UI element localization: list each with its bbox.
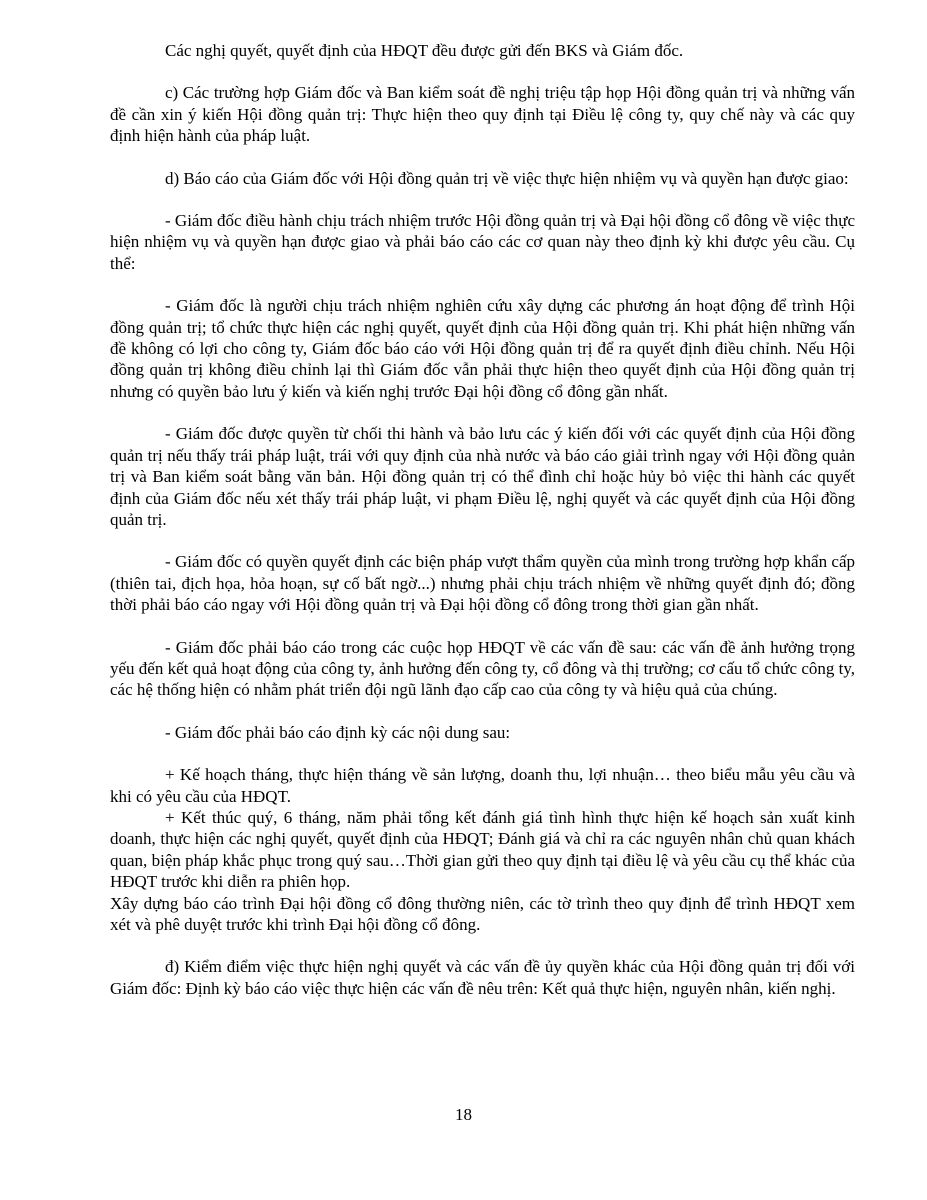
paragraph-periodic-report: - Giám đốc phải báo cáo định kỳ các nội dung sau:	[165, 722, 511, 742]
paragraph-d: d) Báo cáo của Giám đốc với Hội đồng quản trị về việc thực hiện nhiệm vụ và quyền hạn được giao:	[165, 168, 849, 188]
paragraph-director-research: - Giám đốc là người chịu trách nhiệm nghiên cứu xây dựng các phương án hoạt động để trình Hội đồng quản trị; tổ chức thực hiện các nghị quyết, quyết định của Hội đồng quản trị. Khi phát hiện những vấn đề không có lợi cho công ty, Giám đốc báo cáo với Hội đồng quản trị để ra quyết định điều chỉnh. Nếu Hội đồng quản trị không điều chỉnh lại thì Giám đốc vẫn phải thực hiện theo quyết định của Hội đồng quản trị nhưng có quyền bảo lưu ý kiến và kiến nghị trước Đại hội đồng cổ đông gần nhất.	[110, 296, 855, 401]
document-body	[110, 40, 855, 999]
list-item-quarterly-review: + Kết thúc quý, 6 tháng, năm phải tổng kết đánh giá tình hình thực hiện kế hoạch sản xuất kinh doanh, thực hiện các nghị quyết, quyết định của HĐQT; Đánh giá và chỉ ra các nguyên nhân chủ quan khách quan, biện pháp khắc phục trong quý sau…Thời gian gửi theo quy định tại điều lệ và yêu cầu cụ thể khác của HĐQT trước khi diễn ra phiên họp.	[110, 807, 855, 892]
paragraph-director-meeting-report: - Giám đốc phải báo cáo trong các cuộc họp HĐQT về các vấn đề sau: các vấn đề ảnh hưởng trọng yếu đến kết quả hoạt động của công ty, ảnh hưởng đến công ty, cổ đông và thị trường; cơ cấu tổ chức công ty, các hệ thống hiện có nhằm phát triển đội ngũ lãnh đạo cấp cao của công ty và hiệu quả của chúng.	[110, 637, 855, 700]
paragraph-director-refuse: - Giám đốc được quyền từ chối thi hành và bảo lưu các ý kiến đối với các quyết định của Hội đồng quản trị nếu thấy trái pháp luật, trái với quy định của nhà nước và báo cáo giải trình ngay với Hội đồng quản trị và Ban kiểm soát bằng văn bản. Hội đồng quản trị có thể đình chỉ hoặc hủy bỏ việc thi hành các quyết định của Giám đốc nếu xét thấy trái pháp luật, vi phạm Điều lệ, nghị quyết và các quyết định của Hội đồng quản trị.	[110, 424, 855, 529]
paragraph-c: c) Các trường hợp Giám đốc và Ban kiểm soát đề nghị triệu tập họp Hội đồng quản trị và những vấn đề cần xin ý kiến Hội đồng quản trị: Thực hiện theo quy định tại Điều lệ công ty, quy chế này và các quy định hiện hành của pháp luật.	[110, 83, 855, 146]
paragraph-director-emergency: - Giám đốc có quyền quyết định các biện pháp vượt thẩm quyền của mình trong trường hợp khẩn cấp (thiên tai, địch họa, hỏa hoạn, sự cố bất ngờ...) nhưng phải chịu trách nhiệm về những quyết định đó; đồng thời phải báo cáo ngay với Hội đồng quản trị và Đại hội đồng cổ đông trong thời gian gần nhất.	[110, 552, 855, 615]
paragraph-dd: đ) Kiểm điểm việc thực hiện nghị quyết và các vấn đề ủy quyền khác của Hội đồng quản trị đối với Giám đốc: Định kỳ báo cáo việc thực hiện các vấn đề nêu trên: Kết quả thực hiện, nguyên nhân, kiến nghị.	[110, 957, 855, 998]
paragraph-resolutions-sent: Các nghị quyết, quyết định của HĐQT đều được gửi đến BKS và Giám đốc.	[165, 41, 684, 60]
page-number: 18	[455, 1105, 472, 1124]
list-item-monthly-plan: + Kế hoạch tháng, thực hiện tháng về sản lượng, doanh thu, lợi nhuận… theo biểu mẫu yêu cầu và khi có yêu cầu của HĐQT.	[110, 765, 855, 806]
paragraph-annual-report: Xây dựng báo cáo trình Đại hội đồng cổ đông thường niên, các tờ trình theo quy định để trình HĐQT xem xét và phê duyệt trước khi trình Đại hội đồng cổ đông.	[110, 893, 855, 934]
paragraph-director-responsibility: - Giám đốc điều hành chịu trách nhiệm trước Hội đồng quản trị và Đại hội đồng cổ đông về việc thực hiện nhiệm vụ và quyền hạn được giao và phải báo cáo các cơ quan này theo định kỳ khi được yêu cầu. Cụ thể:	[110, 211, 855, 273]
